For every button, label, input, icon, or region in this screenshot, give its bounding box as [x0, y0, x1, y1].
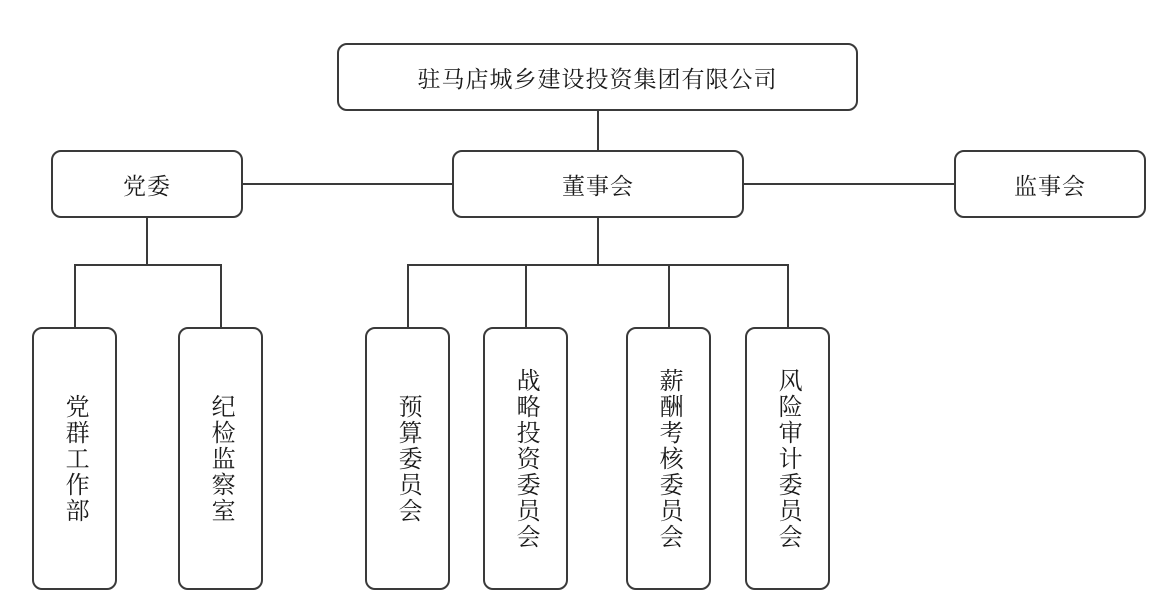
node-party-work-department[interactable]: [32, 327, 117, 590]
connector-board-compensation: [668, 264, 670, 328]
node-discipline-inspection-office[interactable]: [178, 327, 263, 590]
connector-party-partywork: [74, 264, 76, 328]
node-compensation-assessment-committee-label: 薪酬考核委员会: [655, 367, 683, 550]
node-company[interactable]: [337, 43, 858, 111]
node-party-committee-label: 党委: [123, 172, 171, 199]
node-compensation-assessment-committee[interactable]: [626, 327, 711, 590]
node-budget-committee[interactable]: [365, 327, 450, 590]
connector-board-children-bar: [408, 264, 789, 266]
connector-company-board: [597, 110, 599, 150]
connector-board-stem: [597, 217, 599, 265]
node-discipline-inspection-office-label: 纪检监察室: [207, 393, 235, 524]
node-party-work-department-label: 党群工作部: [61, 393, 89, 524]
node-board-of-supervisors[interactable]: [954, 150, 1146, 218]
node-board-of-directors-label: 董事会: [562, 172, 634, 199]
node-risk-audit-committee-label: 风险审计委员会: [774, 367, 802, 550]
connector-board-strategy: [525, 264, 527, 328]
connector-party-discipline: [220, 264, 222, 328]
connector-party-stem: [146, 217, 148, 265]
node-board-of-supervisors-label: 监事会: [1014, 172, 1086, 199]
connector-board-risk: [787, 264, 789, 328]
node-company-label: 驻马店城乡建设投资集团有限公司: [417, 65, 778, 92]
node-budget-committee-label: 预算委员会: [394, 393, 422, 524]
node-party-committee[interactable]: [51, 150, 243, 218]
node-strategic-investment-committee-label: 战略投资委员会: [512, 367, 540, 550]
connector-board-budget: [407, 264, 409, 328]
connector-party-children-bar: [74, 264, 222, 266]
node-board-of-directors[interactable]: [452, 150, 744, 218]
node-strategic-investment-committee[interactable]: [483, 327, 568, 590]
node-risk-audit-committee[interactable]: [745, 327, 830, 590]
